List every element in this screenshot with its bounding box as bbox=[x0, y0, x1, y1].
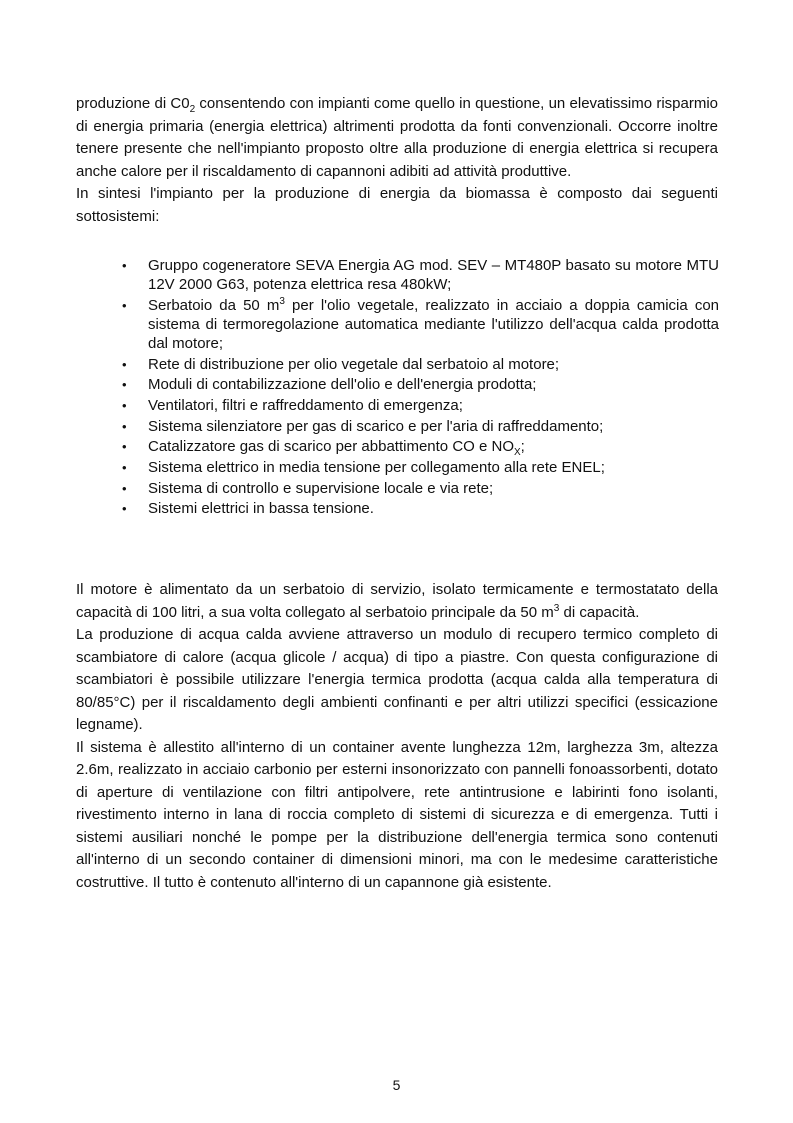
paragraph-service-tank: Il motore è alimentato da un serbatoio di servizio, isolato termicamente e termostatato della capacità di 100 litri, a sua volta collegato al serbatoio principale da 50 $m^3$ di capacità. bbox=[76, 581, 718, 621]
paragraph-container: Il sistema è allestito all'interno di un container avente lunghezza 12m, larghezza 3m, altezza 2.6m, realizzato in acciaio carbonio per esterni insonorizzato con pannelli fonoassorbenti, dotato di aperture di ventilazione con filtri antipolvere, rete antintrusione e labirinti fono isolanti, rivestimento interno in lana di roccia completo di sistemi di sicurezza e di emergenza. Tutti i sistemi ausiliari nonché le pompe per la distribuzione dell'energia termica sono contenuti all'interno di un secondo container di dimensioni minori, ma con le medesime caratteristiche costruttive. Il tutto è contenuto all'interno di un capannone già esistente. bbox=[76, 738, 718, 891]
bullet-icon: • bbox=[122, 439, 127, 455]
bullet-icon: • bbox=[122, 460, 127, 476]
list-item: • Sistema elettrico in media tensione per collegamento alla rete ENEL; bbox=[122, 459, 605, 477]
list-item: • Sistema di controllo e supervisione locale e via rete; bbox=[122, 479, 494, 497]
list-item: • Catalizzatore gas di scarico per abbattimento CO e $NO_X$; bbox=[122, 438, 525, 459]
list-item: • Gruppo cogeneratore SEVA Energia AG mod. SEV – MT480P basato su motore MTU 12V 2000 G63, potenza elettrica resa 480kW; bbox=[122, 257, 719, 294]
intro-text-block bbox=[76, 93, 718, 228]
paragraph-subsystems-intro: In sintesi l'impianto per la produzione di energia da biomassa è composto dai seguenti sottosistemi: bbox=[76, 185, 718, 225]
list-item: • Rete di distribuzione per olio vegetale dal serbatoio al motore; bbox=[122, 355, 560, 373]
bullet-icon: • bbox=[122, 501, 127, 517]
description-text-block bbox=[76, 579, 718, 894]
bullet-icon: • bbox=[122, 377, 127, 393]
bullet-icon: • bbox=[122, 480, 127, 496]
list-item: • Moduli di contabilizzazione dell'olio e dell'energia prodotta; bbox=[122, 376, 537, 394]
list-item: • Serbatoio da 50 $m^3$ per l'olio vegetale, realizzato in acciaio a doppia camicia con sistema di termoregolazione automatica mediante l'utilizzo dell'acqua calda prodotta dal motore; bbox=[122, 295, 719, 352]
list-item: • Ventilatori, filtri e raffreddamento di emergenza; bbox=[122, 397, 463, 415]
list-item: • Sistema silenziatore per gas di scarico e per l'aria di raffreddamento; bbox=[122, 417, 604, 435]
bullet-icon: • bbox=[122, 356, 127, 372]
paragraph-hot-water: La produzione di acqua calda avviene attraverso un modulo di recupero termico completo di scambiatore di calore (acqua glicole / acqua) di tipo a piastre. Con questa configurazione di scambiatori è possibile utilizzare l'energia termica prodotta (acqua calda alla temperatura di 80/85°C) per il riscaldamento degli ambienti confinanti e per altri utilizzi specifici (essicazione legname). bbox=[76, 626, 718, 733]
paragraph-co2-savings: produzione di $C0_2$ consentendo con impianti come quello in questione, un elevatissimo risparmio di energia primaria (energia elettrica) altrimenti prodotta da fonti convenzionali. Occorre inoltre tenere presente che nell'impianto proposto oltre alla produzione di energia elettrica si recupera anche calore per il riscaldamento di capannoni adibiti ad attività produttive. bbox=[76, 95, 718, 180]
bullet-icon: • bbox=[122, 258, 127, 273]
list-item: • Sistemi elettrici in bassa tensione. bbox=[122, 500, 374, 518]
subsystems-list bbox=[121, 256, 719, 520]
page-number: 5 bbox=[392, 1077, 401, 1093]
bullet-icon: • bbox=[122, 418, 127, 434]
bullet-icon: • bbox=[122, 398, 127, 414]
bullet-icon: • bbox=[122, 297, 127, 313]
